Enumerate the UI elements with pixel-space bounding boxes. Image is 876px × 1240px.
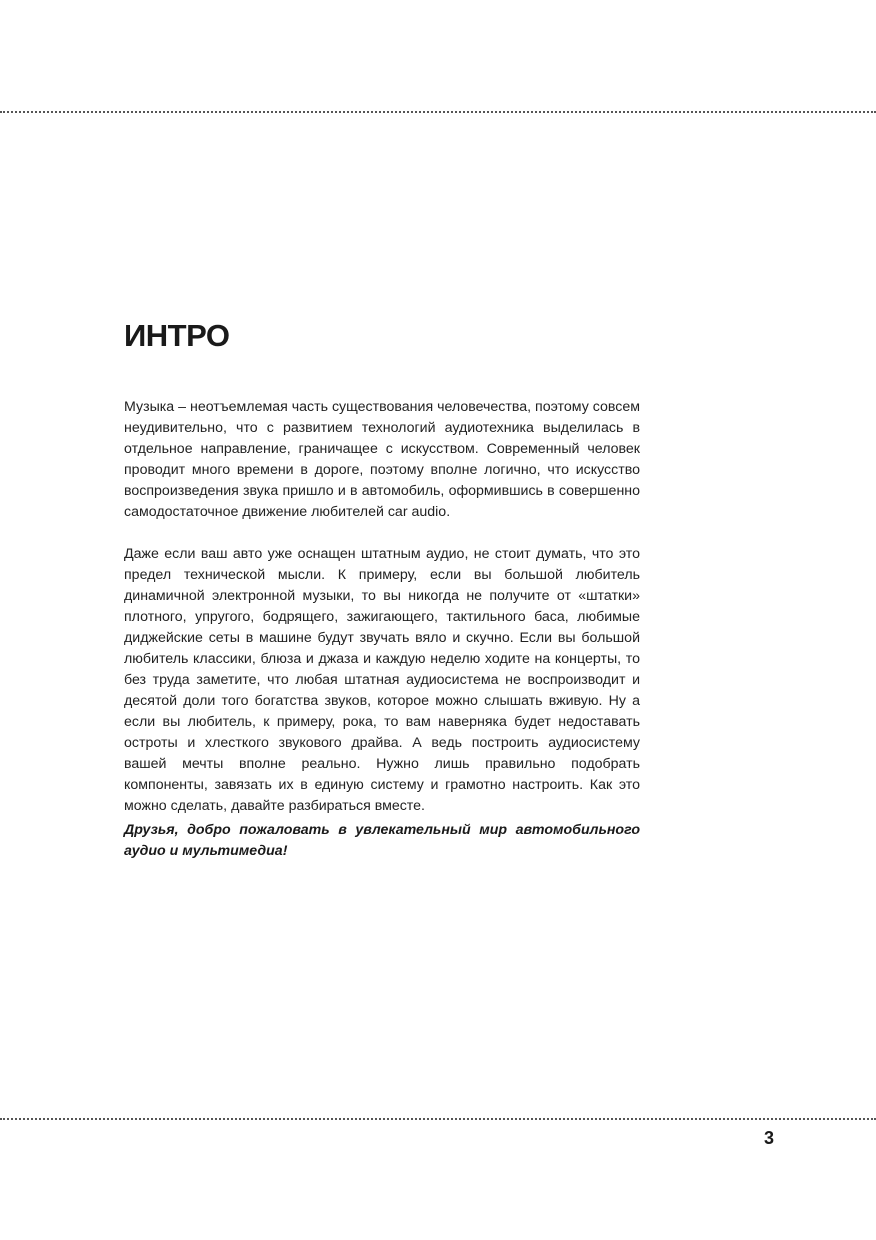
intro-paragraph-2: Даже если ваш авто уже оснащен штатным аудио, не стоит думать, что это предел технической мысли. К примеру, если вы большой любитель динамичной электронной музыки, то вы никогда не получите от «штатки» плотного, упругого, бодрящего, зажигающего, тактильного баса, любимые диджейские сеты в машине будут звучать вяло и скучно. Если вы большой любитель классики, блюза и джаза и каждую неделю ходите на концерты, то без труда заметите, что любая штатная аудиосистема не воспроизводит и десятой доли того богатства звуков, которое можно слышать вживую. Ну а если вы любитель, к примеру, рока, то вам наверняка будет недоставать остроты и хлесткого звукового драйва. А ведь построить аудиосистему вашей мечты вполне реально. Нужно лишь правильно подобрать компоненты, завязать их в единую систему и грамотно настроить. Как это можно сделать, давайте разбираться вместе. [124, 546, 640, 814]
intro-paragraph-1: Музыка – неотъемлемая часть существования человечества, поэтому совсем неудивительно, что с развитием технологий аудиотехника выделилась в отдельное направление, граничащее с искусством. Современный человек проводит много времени в дороге, поэтому вполне логично, что искусство воспроизведения звука пришло и в автомобиль, оформившись в совершенно самодостаточное движение любителей car audio. [124, 399, 640, 520]
page-number: 3 [763, 1128, 774, 1148]
top-dotted-divider [0, 111, 876, 113]
page-heading: ИНТРО [124, 318, 230, 353]
bottom-dotted-divider [0, 1118, 876, 1120]
closing-statement: Друзья, добро пожаловать в увлекательный мир автомобильного аудио и мультимедиа! [124, 822, 640, 859]
